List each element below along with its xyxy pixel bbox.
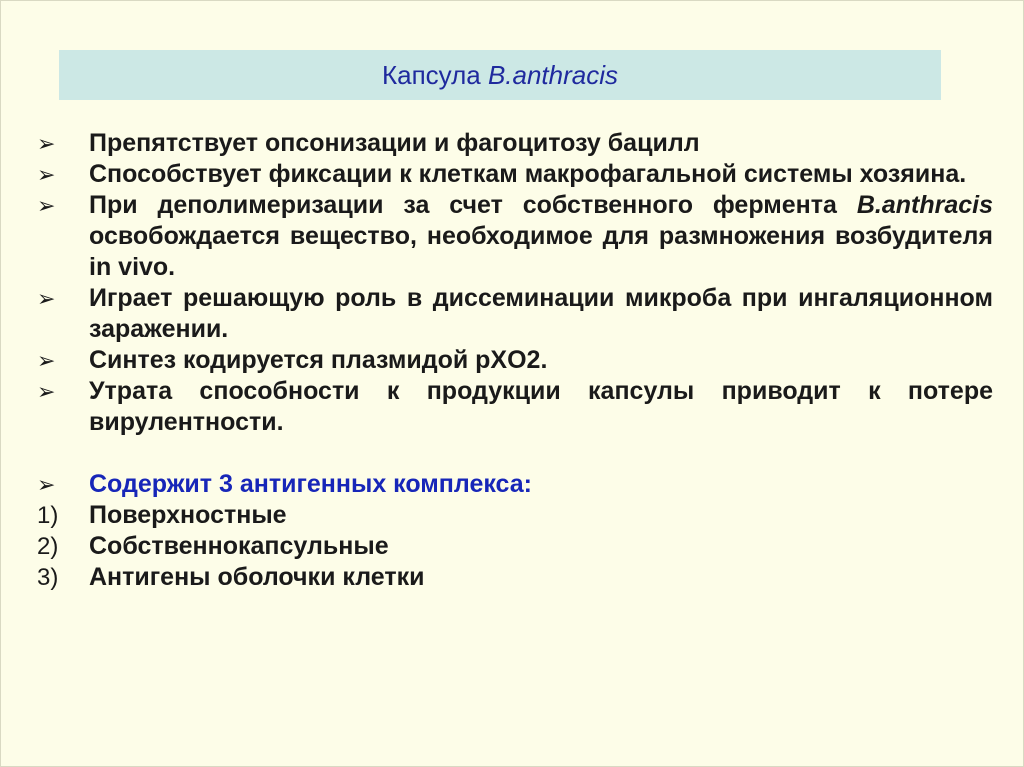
slide-title: [382, 60, 618, 91]
number-marker: 1): [37, 502, 59, 529]
title-prefix: Капсула: [381, 59, 488, 90]
bullet-arrow-icon: ➢: [37, 286, 56, 311]
bullet-arrow-icon: ➢: [37, 348, 56, 373]
bullet-item: [37, 190, 993, 283]
bullet-text: Играет решающую роль в диссеминации микроба при ингаляционном заражении.: [89, 284, 993, 343]
bullet-text: Синтез кодируется плазмидой pXO2.: [89, 346, 548, 374]
bullet-item: [37, 283, 993, 345]
numbered-text: Собственнокапсульные: [89, 532, 389, 560]
numbered-item: [37, 562, 993, 593]
bullet-text-part: При деполимеризации за счет собственного фермента: [89, 191, 857, 219]
number-marker: 2): [37, 533, 59, 560]
bullet-arrow-icon: ➢: [37, 472, 56, 497]
highlight-text: Содержит 3 антигенных комплекса:: [89, 470, 532, 498]
bullet-text-part: освобождается вещество, необходимое для размножения возбудителя in vivo.: [89, 222, 993, 281]
bullet-arrow-icon: ➢: [37, 162, 56, 187]
bullet-item: [37, 159, 993, 190]
numbered-item: [37, 500, 993, 531]
bullet-text: Препятствует опсонизации и фагоцитозу бацилл: [89, 129, 700, 157]
bullet-text: [89, 190, 993, 283]
spacer: [37, 438, 993, 469]
bullet-text-species: B.anthracis: [856, 191, 993, 219]
bullet-item: [37, 128, 993, 159]
bullet-text: Способствует фиксации к клеткам макрофагальной системы хозяина.: [89, 160, 967, 188]
bullet-text: Утрата способности к продукции капсулы приводит к потере вирулентности.: [89, 377, 993, 436]
bullet-arrow-icon: ➢: [37, 379, 56, 404]
numbered-item: [37, 531, 993, 562]
numbered-text: Поверхностные: [89, 501, 287, 529]
bullet-item: [37, 376, 993, 438]
number-marker: 3): [37, 564, 59, 591]
bullet-arrow-icon: ➢: [37, 193, 56, 218]
bullet-arrow-icon: ➢: [37, 131, 56, 156]
slide-content: [37, 128, 993, 593]
bullet-item-highlight: [37, 469, 993, 500]
title-bar: [59, 50, 941, 100]
bullet-item: [37, 345, 993, 376]
title-species: B.anthracis: [487, 59, 619, 90]
numbered-text: Антигены оболочки клетки: [89, 563, 425, 591]
